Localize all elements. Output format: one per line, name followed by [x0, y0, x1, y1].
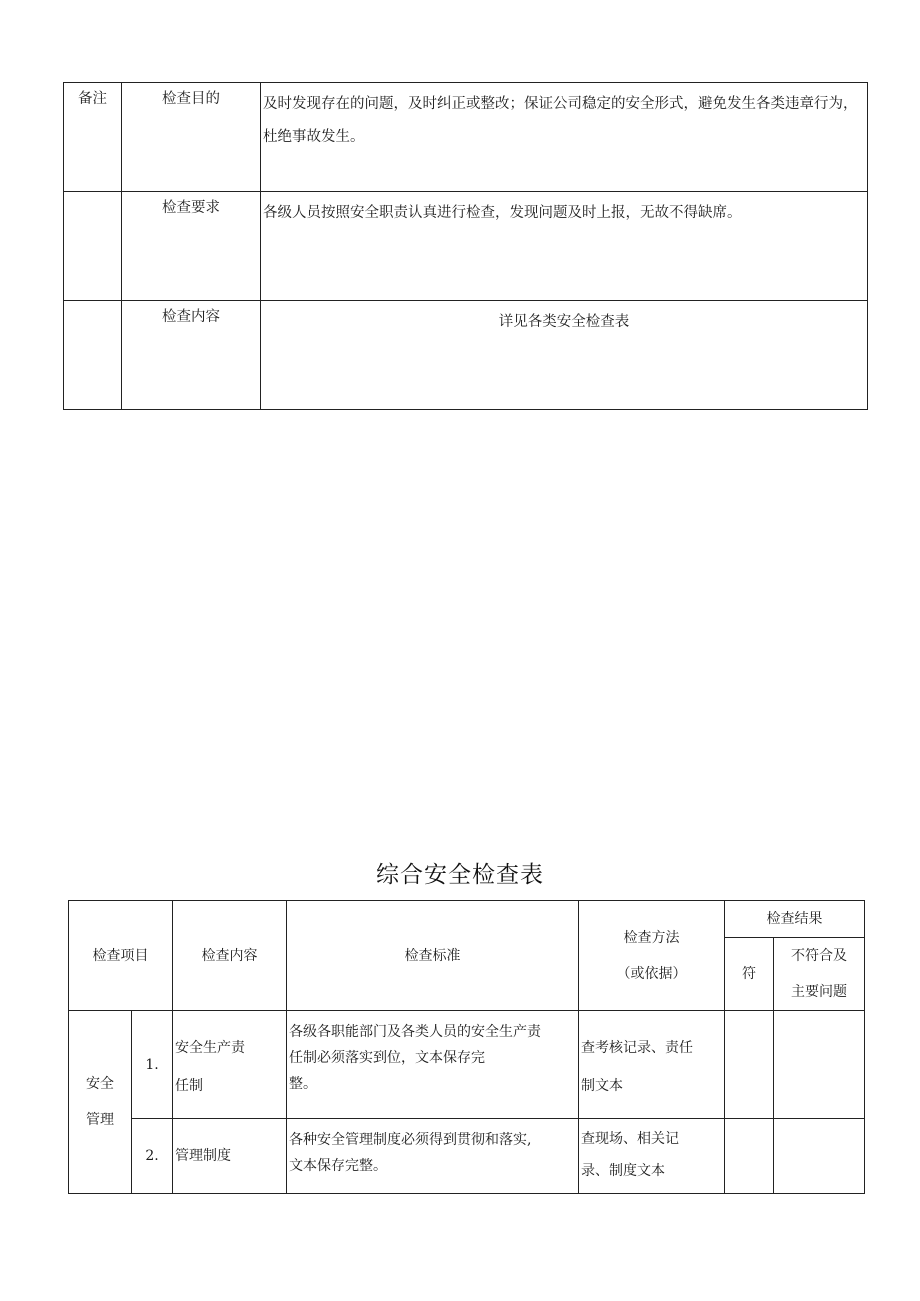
row-method-line2: 制文本: [581, 1078, 623, 1094]
header-content: 检查内容: [173, 901, 287, 1011]
safety-check-table: [68, 900, 865, 1194]
table-row: [64, 83, 868, 192]
requirement-label: 检查要求: [122, 192, 261, 301]
row-standard-line2: 文本保存完整。: [289, 1158, 387, 1174]
table-row: [69, 1119, 865, 1194]
row-method-line2: 录、制度文本: [581, 1163, 665, 1179]
row-standard-line1: 各级各职能部门及各类人员的安全生产责: [289, 1024, 541, 1040]
row-content: 管理制度: [173, 1119, 287, 1194]
table-row: [69, 1011, 865, 1119]
header-nonconform-line1: 不符合及: [791, 948, 847, 964]
row-method: [579, 1011, 725, 1119]
header-method-line1: 检查方法: [623, 929, 680, 946]
category-line2: 管理: [86, 1112, 114, 1128]
row-standard-line2: 任制必须落实到位，文本保存完: [289, 1050, 485, 1066]
row-number: 1.: [132, 1011, 173, 1119]
row-conform: [725, 1119, 774, 1194]
row-conform: [725, 1011, 774, 1119]
row-nonconform: [774, 1011, 865, 1119]
content-value: 详见各类安全检查表: [261, 301, 868, 410]
row-standard-line3: 整。: [289, 1076, 317, 1092]
row-method-line1: 查考核记录、责任: [581, 1040, 693, 1056]
row-standard: [287, 1119, 579, 1194]
empty-cell: [64, 301, 122, 410]
header-result: 检查结果: [725, 901, 865, 938]
table-row: [64, 301, 868, 410]
table-row: [64, 192, 868, 301]
header-method-line2: （或依据）: [616, 965, 687, 982]
header-row: [69, 901, 865, 938]
header-nonconform-line2: 主要问题: [791, 984, 847, 1000]
row-content: [173, 1011, 287, 1119]
category-line1: 安全: [86, 1076, 114, 1092]
row-nonconform: [774, 1119, 865, 1194]
purpose-value: 及时发现存在的问题，及时纠正或整改；保证公司稳定的安全形式，避免发生各类违章行为，杜绝事故发生。: [261, 83, 868, 192]
row-method-line1: 查现场、相关记: [581, 1131, 679, 1147]
header-item: 检查项目: [69, 901, 173, 1011]
document-title: 综合安全检查表: [376, 862, 544, 888]
row-number: 2.: [132, 1119, 173, 1194]
header-conform: 符: [725, 938, 774, 1011]
requirement-value: 各级人员按照安全职责认真进行检查，发现问题及时上报，无故不得缺席。: [261, 192, 868, 301]
row-standard-line1: 各种安全管理制度必须得到贯彻和落实,: [289, 1132, 532, 1148]
content-label: 检查内容: [122, 301, 261, 410]
row-standard: [287, 1011, 579, 1119]
row-content-line2: 任制: [175, 1078, 203, 1094]
header-nonconform: [774, 938, 865, 1011]
empty-cell: [64, 192, 122, 301]
header-method: [579, 901, 725, 1011]
row-method: [579, 1119, 725, 1194]
purpose-label: 检查目的: [122, 83, 261, 192]
note-label: 备注: [64, 83, 122, 192]
header-standard: 检查标准: [287, 901, 579, 1011]
inspection-overview-table: [63, 82, 868, 410]
row-content-line1: 安全生产责: [175, 1040, 245, 1056]
category-cell: [69, 1011, 132, 1194]
